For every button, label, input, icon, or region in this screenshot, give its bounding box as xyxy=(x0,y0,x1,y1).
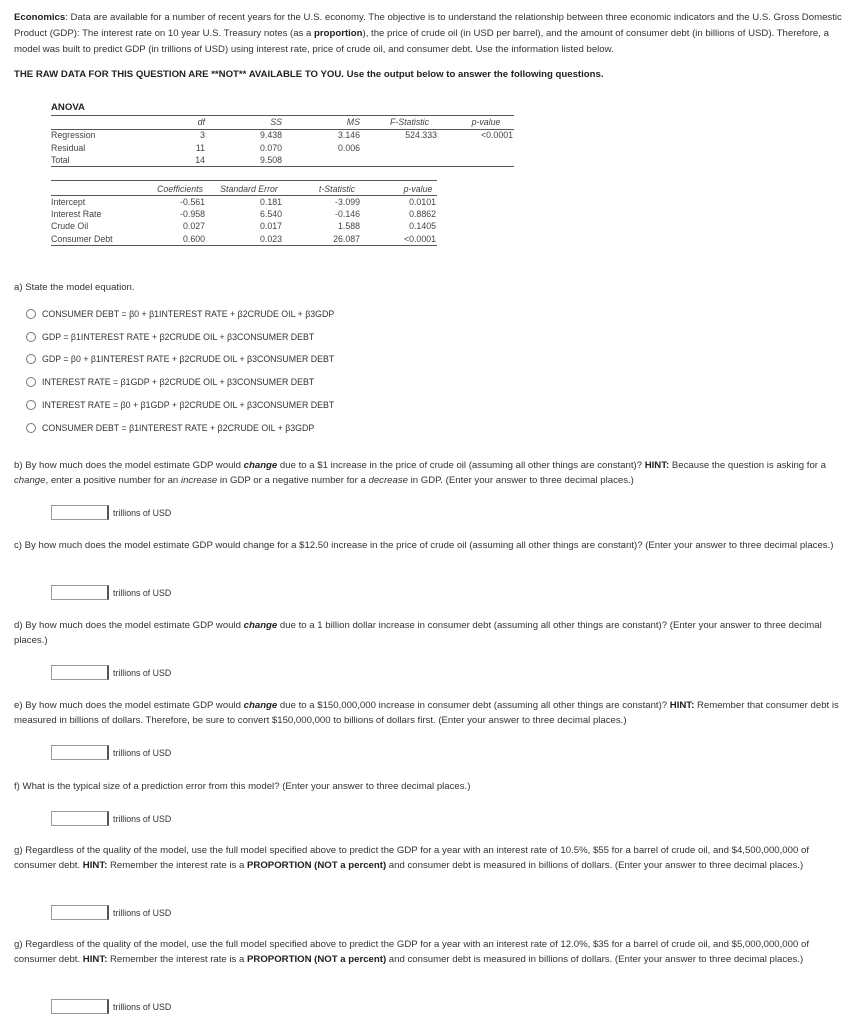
unit-label: trillions of USD xyxy=(113,813,172,824)
intro-paragraph: Economics: Data are available for a number of recent years for the U.S. economy. The objective is to understand the relationship between three economic indicators and the U.S. Gross Domestic Product (GDP): The interest rate on 10 year U.S. Treasury notes (as a proportion), the price of crude oil (in USD per barrel), and the amount of consumer debt (in billions of USD). Therefore, a model was built to predict GDP (in trillions of USD) using interest rate, price of crude oil, and consumer debt. Use the information listed below. xyxy=(14,12,842,55)
cell-ss: 9.508 xyxy=(259,155,282,165)
unit-label: trillions of USD xyxy=(113,507,172,518)
cell-t: 1.588 xyxy=(337,221,360,231)
unit-label: trillions of USD xyxy=(113,747,172,758)
coef-header-p: p-value xyxy=(403,184,433,194)
option-label: GDP = β1INTEREST RATE + β2CRUDE OIL + β3CONSUMER DEBT xyxy=(42,332,315,342)
cell-df: 3 xyxy=(200,130,205,140)
cell-coef: -0.561 xyxy=(180,197,205,207)
answer-g2 xyxy=(51,999,171,1014)
question-a-prompt: a) State the model equation. xyxy=(14,282,135,293)
data-warning: THE RAW DATA FOR THIS QUESTION ARE **NOT** AVAILABLE TO YOU. Use the output below to answer the following questions. xyxy=(14,69,604,80)
answer-b xyxy=(51,505,171,520)
answer-b-input[interactable] xyxy=(51,505,109,520)
cell-ss: 9.438 xyxy=(259,130,282,140)
answer-c-input[interactable] xyxy=(51,585,109,600)
option-a2[interactable] xyxy=(26,332,314,342)
answer-g1 xyxy=(51,905,171,920)
anova-bottom-rule xyxy=(51,166,514,167)
radio-button[interactable] xyxy=(26,309,36,319)
anova-header-f: F-Statistic xyxy=(389,117,430,127)
radio-button[interactable] xyxy=(26,332,36,342)
cell-p: <0.0001 xyxy=(403,234,436,244)
question-d: d) By how much does the model estimate GDP would change due to a 1 billion dollar increase in consumer debt (assuming all other things are constant)? (Enter your answer to three decimal places.) xyxy=(14,620,822,646)
option-a3[interactable] xyxy=(26,354,334,364)
option-label: CONSUMER DEBT = β1INTEREST RATE + β2CRUDE OIL + β3GDP xyxy=(42,423,315,433)
answer-d xyxy=(51,665,171,680)
question-g1: g) Regardless of the quality of the model, use the full model specified above to predict the GDP for a year with an interest rate of 10.5%, $55 for a barrel of crude oil, and $4,500,000,000 of consumer debt. HINT: Remember the interest rate is a PROPORTION (NOT a percent) and consumer debt is measured in billions of dollars. (Enter your answer to three decimal places.) xyxy=(14,845,809,871)
coef-bottom-rule xyxy=(51,245,437,246)
anova-header-ss: SS xyxy=(270,117,282,127)
option-a1[interactable] xyxy=(26,309,334,319)
cell-se: 0.017 xyxy=(259,221,282,231)
row-label: Consumer Debt xyxy=(51,234,113,244)
answer-c xyxy=(51,585,171,600)
option-label: INTEREST RATE = β0 + β1GDP + β2CRUDE OIL + β3CONSUMER DEBT xyxy=(42,400,335,410)
cell-t: -3.099 xyxy=(335,197,360,207)
cell-p: 0.0101 xyxy=(409,197,436,207)
radio-button[interactable] xyxy=(26,400,36,410)
option-label: GDP = β0 + β1INTEREST RATE + β2CRUDE OIL + β3CONSUMER DEBT xyxy=(42,354,335,364)
cell-ss: 0.070 xyxy=(259,143,282,153)
anova-header-rule xyxy=(51,129,514,130)
cell-p: 0.1405 xyxy=(409,221,436,231)
coef-top-rule xyxy=(51,180,437,181)
question-f: f) What is the typical size of a prediction error from this model? (Enter your answer to three decimal places.) xyxy=(14,781,471,792)
row-label: Crude Oil xyxy=(51,221,89,231)
anova-header-p: p-value xyxy=(471,117,501,127)
answer-d-input[interactable] xyxy=(51,665,109,680)
cell-t: -0.146 xyxy=(335,209,360,219)
coef-header-se: Standard Error xyxy=(220,184,278,194)
option-a6[interactable] xyxy=(26,423,314,433)
cell-coef: 0.027 xyxy=(182,221,205,231)
cell-p: <0.0001 xyxy=(480,130,513,140)
answer-e-input[interactable] xyxy=(51,745,109,760)
unit-label: trillions of USD xyxy=(113,907,172,918)
row-label: Total xyxy=(51,155,70,165)
row-label: Residual xyxy=(51,143,86,153)
radio-button[interactable] xyxy=(26,354,36,364)
radio-button[interactable] xyxy=(26,377,36,387)
row-label: Intercept xyxy=(51,197,86,207)
question-b: b) By how much does the model estimate GDP would change due to a $1 increase in the price of crude oil (assuming all other things are constant)? HINT: Because the question is asking for a change, enter a positive number for an increase in GDP or a negative number for a decrease in GDP. (Enter your answer to three decimal places.) xyxy=(14,460,826,486)
anova-title: ANOVA xyxy=(51,102,85,113)
anova-header-df: df xyxy=(197,117,205,127)
cell-ms: 0.006 xyxy=(337,143,360,153)
cell-ms: 3.146 xyxy=(337,130,360,140)
row-label: Regression xyxy=(51,130,96,140)
intro-lead: Economics xyxy=(14,12,66,23)
row-label: Interest Rate xyxy=(51,209,102,219)
coef-header-coef: Coefficients xyxy=(157,184,203,194)
unit-label: trillions of USD xyxy=(113,1001,172,1012)
cell-se: 0.023 xyxy=(259,234,282,244)
option-label: INTEREST RATE = β1GDP + β2CRUDE OIL + β3CONSUMER DEBT xyxy=(42,377,315,387)
cell-coef: 0.600 xyxy=(182,234,205,244)
coef-header-rule xyxy=(51,195,437,196)
anova-header-ms: MS xyxy=(346,117,360,127)
anova-top-rule xyxy=(51,115,514,116)
cell-f: 524.333 xyxy=(405,130,437,140)
unit-label: trillions of USD xyxy=(113,667,172,678)
cell-df: 11 xyxy=(195,143,205,153)
radio-button[interactable] xyxy=(26,423,36,433)
answer-e xyxy=(51,745,171,760)
answer-g1-input[interactable] xyxy=(51,905,109,920)
answer-f-input[interactable] xyxy=(51,811,109,826)
unit-label: trillions of USD xyxy=(113,587,172,598)
cell-df: 14 xyxy=(195,155,205,165)
option-a5[interactable] xyxy=(26,400,334,410)
option-a4[interactable] xyxy=(26,377,314,387)
cell-se: 6.540 xyxy=(259,209,282,219)
question-c: c) By how much does the model estimate GDP would change for a $12.50 increase in the price of crude oil (assuming all other things are constant)? (Enter your answer to three decimal places.) xyxy=(14,540,834,551)
cell-coef: -0.958 xyxy=(180,209,205,219)
cell-p: 0.8862 xyxy=(409,209,436,219)
question-e: e) By how much does the model estimate GDP would change due to a $150,000,000 increase in consumer debt (assuming all other things are constant)? HINT: Remember that consumer debt is measured in billions of dollars. Therefore, be sure to convert $150,000,000 to billions of dollars first. (Enter your answer to three decimal places.) xyxy=(14,700,839,726)
answer-f xyxy=(51,811,171,826)
answer-g2-input[interactable] xyxy=(51,999,109,1014)
cell-t: 26.087 xyxy=(333,234,360,244)
question-g2: g) Regardless of the quality of the model, use the full model specified above to predict the GDP for a year with an interest rate of 12.0%, $35 for a barrel of crude oil, and $5,000,000,000 of consumer debt. HINT: Remember the interest rate is a PROPORTION (NOT a percent) and consumer debt is measured in billions of dollars. (Enter your answer to three decimal places.) xyxy=(14,939,809,965)
option-label: CONSUMER DEBT = β0 + β1INTEREST RATE + β2CRUDE OIL + β3GDP xyxy=(42,309,335,319)
cell-se: 0.181 xyxy=(259,197,282,207)
coef-header-t: t-Statistic xyxy=(318,184,356,194)
